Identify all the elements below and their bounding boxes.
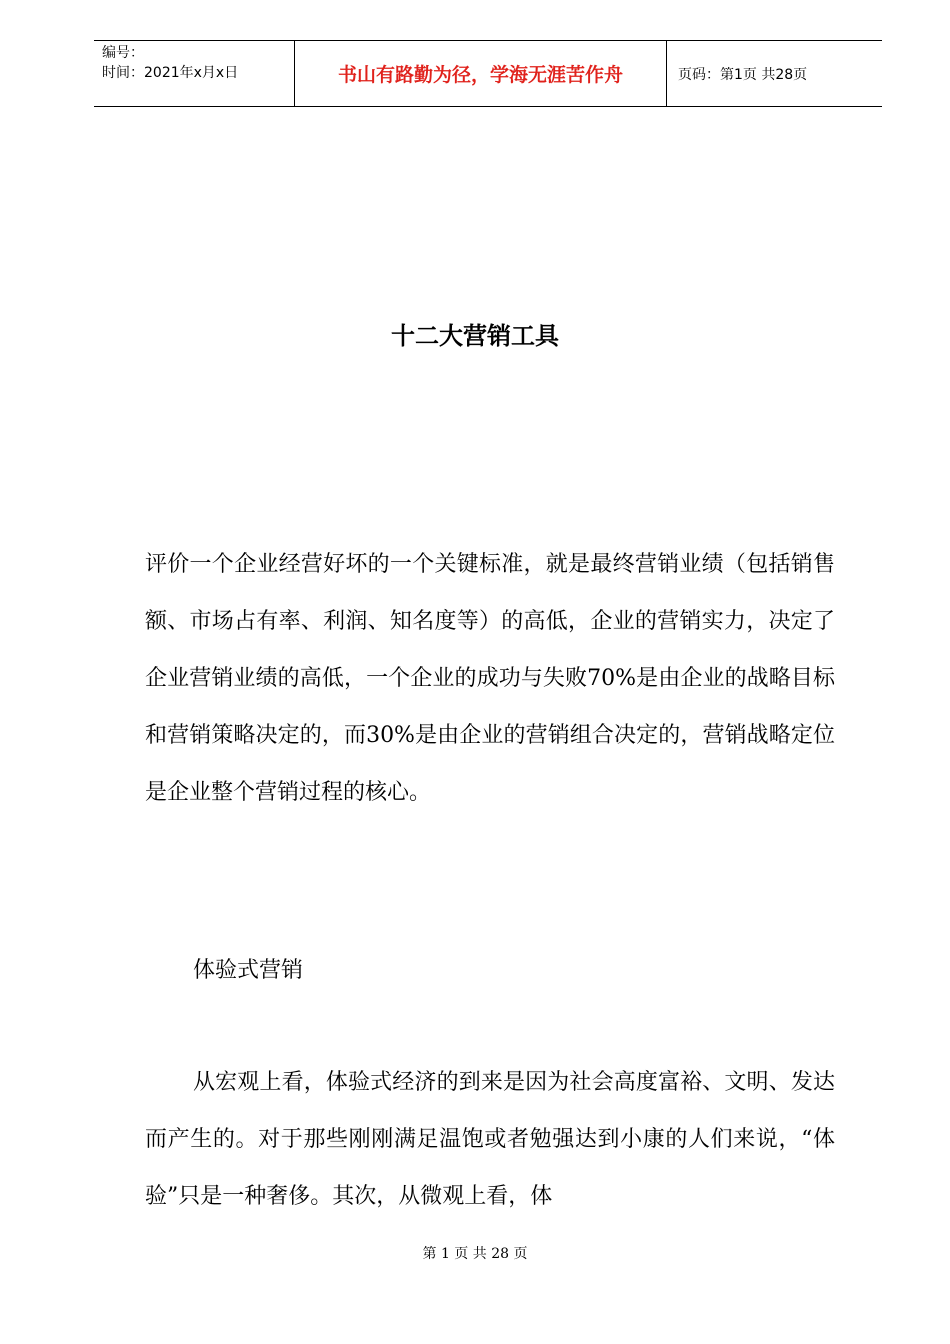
- header-motto: 书山有路勤为径，学海无涯苦作舟: [337, 64, 623, 86]
- code-label: 编号：: [102, 45, 144, 61]
- body-paragraph: 评价一个企业经营好坏的一个关键标准，就是最终营销业绩（包括销售额、市场占有率、利润、知名度等）的高低，企业的营销实力，决定了企业营销业绩的高低，一个企业的成功与失败70%是由企业的战略目标和营销策略决定的，而30%是由企业的营销组合决定的，营销战略定位是企业整个营销过程的核心。: [145, 552, 835, 805]
- time-label: 时间：2021年x月x日: [102, 65, 239, 81]
- header-page-info: 页码：第1页 共28页: [678, 67, 808, 83]
- page-header: [94, 40, 882, 107]
- header-meta: [102, 43, 238, 83]
- page-footer: 第 1 页 共 28 页: [422, 1246, 528, 1262]
- body-paragraph: 从宏观上看，体验式经济的到来是因为社会高度富裕、文明、发达而产生的。对于那些刚刚满足温饱或者勉强达到小康的人们来说，“体验”只是一种奢侈。其次，从微观上看，体: [145, 1070, 835, 1209]
- section-heading: 体验式营销: [193, 958, 304, 983]
- document-title: 十二大营销工具: [391, 321, 559, 350]
- header-divider: [666, 41, 667, 107]
